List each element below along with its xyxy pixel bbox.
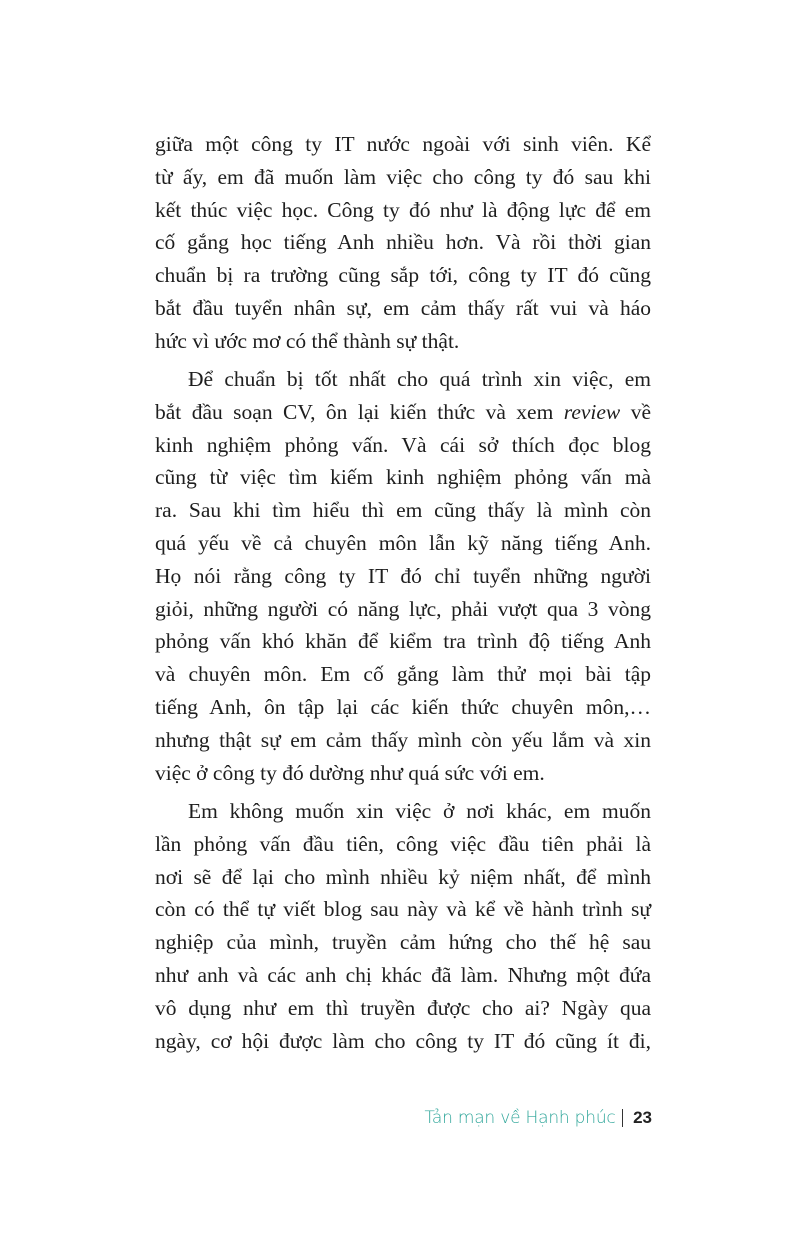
text-line: Họ nói rằng công ty IT đó chỉ tuyển những người (155, 563, 651, 588)
text-line: cũng từ việc tìm kiếm kinh nghiệm phỏng vấn mà (155, 465, 651, 490)
text-line: từ ấy, em đã muốn làm việc cho công ty đó sau khi (155, 164, 651, 189)
paragraph-1 (155, 128, 651, 358)
text-line: phỏng vấn khó khăn để kiểm tra trình độ tiếng Anh (155, 629, 651, 654)
text-line: nơi sẽ để lại cho mình nhiều kỷ niệm nhất, để mình (155, 864, 651, 889)
text-line: tiếng Anh, ôn tập lại các kiến thức chuyên môn,… (155, 695, 651, 720)
text-line: ngày, cơ hội được làm cho công ty IT đó cũng ít đi, (155, 1028, 651, 1053)
text-segment: bắt đầu soạn CV, ôn lại kiến thức và xem (155, 399, 564, 424)
text-line: nhưng thật sự em cảm thấy mình còn yếu lắm và xin (155, 727, 651, 752)
text-segment: về (620, 399, 651, 424)
paragraph-2 (155, 363, 651, 789)
text-line: vô dụng như em thì truyền được cho ai? Ngày qua (155, 995, 651, 1020)
text-line: Em không muốn xin việc ở nơi khác, em muốn (188, 798, 651, 823)
text-line: giữa một công ty IT nước ngoài với sinh viên. Kể (155, 132, 651, 156)
text-line: lần phỏng vấn đầu tiên, công việc đầu tiên phải là (155, 831, 651, 856)
text-line: cố gắng học tiếng Anh nhiều hơn. Và rồi thời gian (155, 230, 651, 255)
italic-word: review (563, 399, 621, 424)
text-line: kết thúc việc học. Công ty đó như là động lực để em (155, 197, 651, 222)
text-line: kinh nghiệm phỏng vấn. Và cái sở thích đọc blog (155, 432, 651, 457)
paragraph-3 (155, 795, 651, 1057)
text-line: quá yếu về cả chuyên môn lẫn kỹ năng tiếng Anh. (155, 531, 651, 556)
text-line: như anh và các anh chị khác đã làm. Nhưng một đứa (155, 962, 651, 987)
text-line: bắt đầu tuyển nhân sự, em cảm thấy rất vui và háo (155, 295, 651, 320)
text-line: chuẩn bị ra trường cũng sắp tới, công ty IT đó cũng (155, 263, 651, 288)
text-line: nghiệp của mình, truyền cảm hứng cho thế hệ sau (155, 930, 651, 955)
running-title: Tản mạn về Hạnh phúc (424, 1108, 616, 1128)
text-line: ra. Sau khi tìm hiểu thì em cũng thấy là mình còn (155, 498, 651, 523)
text-line (155, 396, 651, 429)
text-line: Để chuẩn bị tốt nhất cho quá trình xin việc, em (188, 367, 651, 392)
page-number: 23 (633, 1108, 652, 1127)
body-text (155, 128, 651, 1057)
text-line: giỏi, những người có năng lực, phải vượt qua 3 vòng (155, 596, 651, 621)
footer-divider (622, 1109, 624, 1127)
text-line: còn có thể tự viết blog sau này và kể về hành trình sự (155, 897, 651, 922)
text-line: và chuyên môn. Em cố gắng làm thử mọi bài tập (155, 662, 651, 687)
text-line: hức vì ước mơ có thể thành sự thật. (155, 328, 460, 353)
text-line: việc ở công ty đó dường như quá sức với em. (155, 760, 545, 785)
page-footer (420, 1104, 652, 1132)
